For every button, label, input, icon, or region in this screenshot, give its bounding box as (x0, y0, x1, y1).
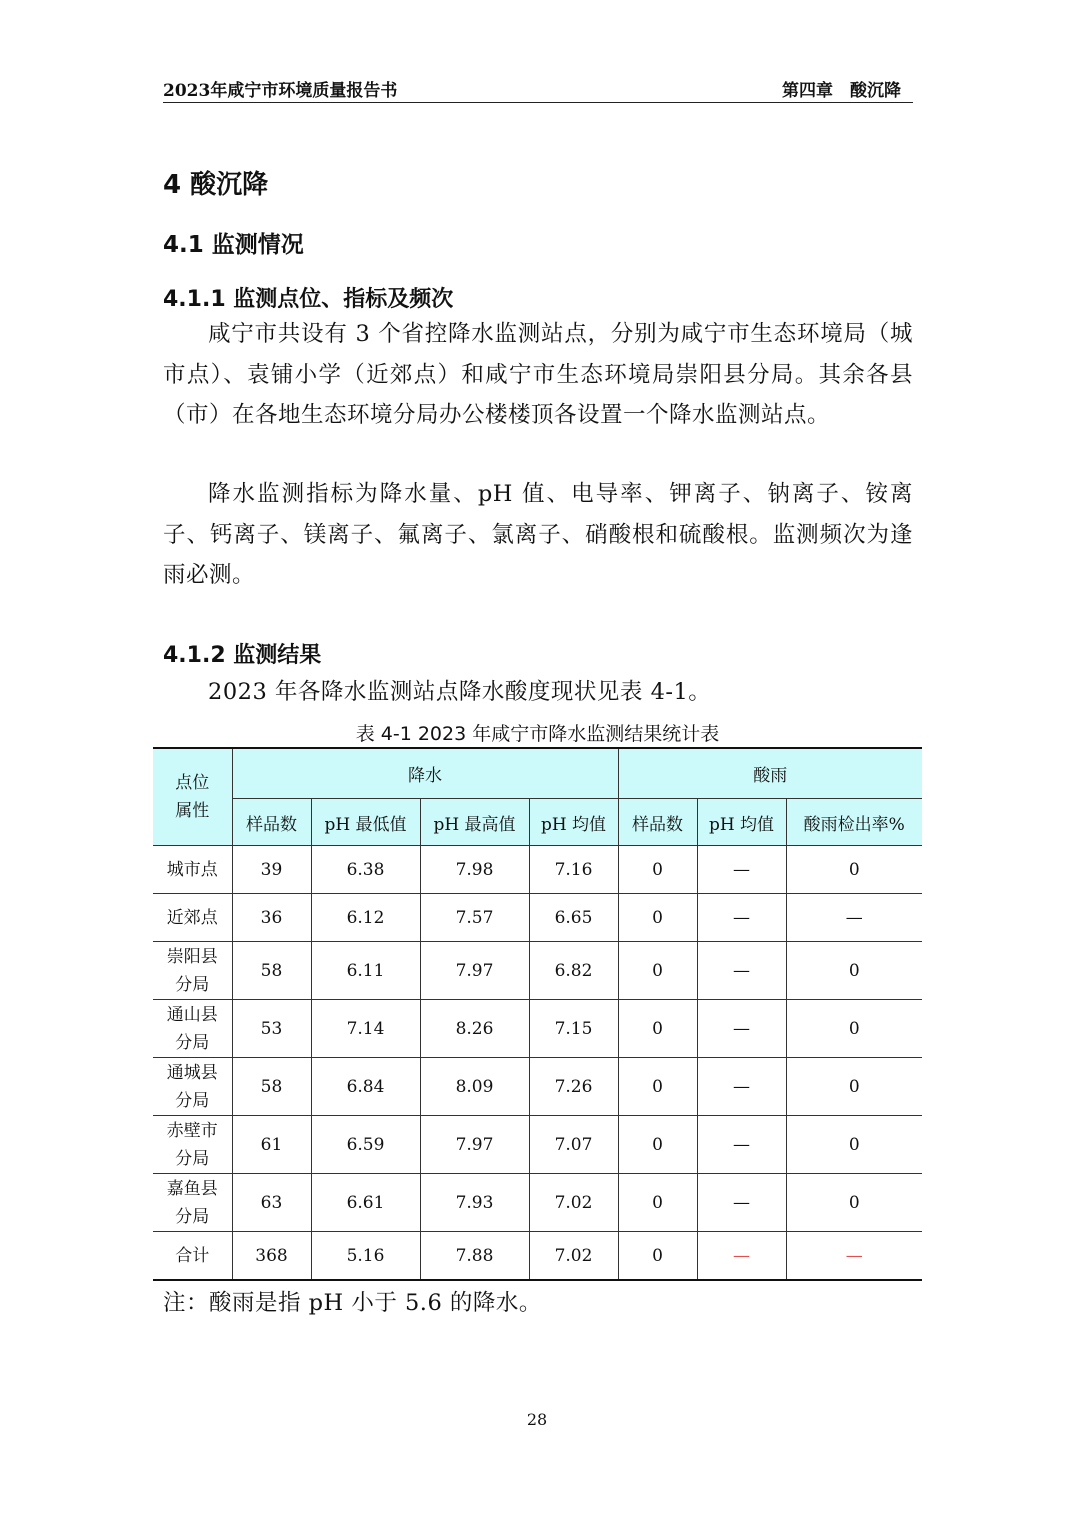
table-cell: 7.02 (529, 1232, 618, 1281)
chapter-heading: 4 酸沉降 (163, 170, 269, 200)
table-cell: 63 (232, 1174, 311, 1232)
table-cell: — (786, 894, 922, 942)
table-cell: 7.15 (529, 1000, 618, 1058)
site-name-line: 分局 (175, 974, 210, 995)
subsection-heading-2: 4.1.2 监测结果 (163, 643, 322, 668)
table-cell: — (697, 894, 786, 942)
table-cell: 7.93 (420, 1174, 529, 1232)
table-cell: 0 (618, 1116, 697, 1174)
table-cell: 36 (232, 894, 311, 942)
column-header: pH 最低值 (311, 799, 420, 846)
table-cell: 6.61 (311, 1174, 420, 1232)
table-cell: 6.82 (529, 942, 618, 1000)
table-cell: 0 (786, 1116, 922, 1174)
table-cell: 7.16 (529, 846, 618, 894)
paragraph-monitoring-sites: 咸宁市共设有 3 个省控降水监测站点，分别为咸宁市生态环境局（城市点）、袁铺小学（近郊点）和咸宁市生态环境局崇阳县分局。其余各县（市）在各地生态环境分局办公楼楼顶各设置一个降水监测站点。 (163, 321, 913, 428)
table-cell: 368 (232, 1232, 311, 1281)
table-row (153, 1174, 922, 1232)
table-cell: 0 (618, 1174, 697, 1232)
table-cell: 6.84 (311, 1058, 420, 1116)
paragraph-results-intro: 2023 年各降水监测站点降水酸度现状见表 4-1。 (208, 679, 712, 705)
table-cell: 7.98 (420, 846, 529, 894)
table-cell: 0 (618, 846, 697, 894)
table-cell: 7.14 (311, 1000, 420, 1058)
table-cell: 0 (786, 942, 922, 1000)
table-cell: 61 (232, 1116, 311, 1174)
site-name-line: 赤壁市 (166, 1120, 218, 1141)
table-subheader-row (153, 799, 922, 846)
table-cell: 7.97 (420, 942, 529, 1000)
precipitation-results-table (153, 747, 922, 1281)
table-cell: 0 (618, 1000, 697, 1058)
table-row (153, 894, 922, 942)
table-cell: — (697, 1000, 786, 1058)
site-header-cell (153, 748, 232, 846)
site-name-line: 合计 (175, 1245, 210, 1266)
table-cell: 7.97 (420, 1116, 529, 1174)
site-cell (153, 1232, 232, 1281)
column-header: 酸雨检出率% (786, 799, 922, 846)
table-cell: — (786, 1232, 922, 1281)
table-row (153, 1000, 922, 1058)
table-cell: — (697, 1174, 786, 1232)
table-cell: 7.07 (529, 1116, 618, 1174)
site-cell (153, 1116, 232, 1174)
table-cell: 0 (618, 894, 697, 942)
table-note: 注：酸雨是指 pH 小于 5.6 的降水。 (163, 1290, 542, 1316)
table-cell: 6.12 (311, 894, 420, 942)
table-cell: 8.26 (420, 1000, 529, 1058)
column-header: 样品数 (232, 799, 311, 846)
site-cell (153, 942, 232, 1000)
table-cell: 58 (232, 942, 311, 1000)
table-cell: — (697, 1232, 786, 1281)
table-cell: 6.65 (529, 894, 618, 942)
table-cell: 0 (618, 1232, 697, 1281)
table-cell: 6.38 (311, 846, 420, 894)
table-cell: 8.09 (420, 1058, 529, 1116)
site-name-line: 崇阳县 (166, 946, 218, 967)
table-cell: 5.16 (311, 1232, 420, 1281)
site-name-line: 通城县 (166, 1062, 218, 1083)
site-name-line: 通山县 (166, 1004, 218, 1025)
table-row (153, 1058, 922, 1116)
header-report-title: 2023年咸宁市环境质量报告书 (163, 81, 398, 101)
table-cell: 53 (232, 1000, 311, 1058)
subsection-heading-1: 4.1.1 监测点位、指标及频次 (163, 287, 454, 312)
table-cell: 7.02 (529, 1174, 618, 1232)
site-name-line: 分局 (175, 1206, 210, 1227)
table-row (153, 846, 922, 894)
site-cell (153, 894, 232, 942)
acid-rain-group-header: 酸雨 (618, 748, 922, 799)
table-cell: 0 (618, 1058, 697, 1116)
table-cell: 7.57 (420, 894, 529, 942)
section-heading: 4.1 监测情况 (163, 232, 304, 258)
site-cell (153, 846, 232, 894)
site-header-line: 点位 (175, 773, 210, 793)
table-cell: 0 (786, 1058, 922, 1116)
table-cell: 58 (232, 1058, 311, 1116)
column-header: pH 均值 (697, 799, 786, 846)
table-cell: — (697, 1058, 786, 1116)
site-cell (153, 1000, 232, 1058)
page-number: 28 (526, 1410, 548, 1429)
site-cell (153, 1058, 232, 1116)
site-name-line: 分局 (175, 1148, 210, 1169)
table-header-row (153, 748, 922, 799)
table-caption: 表 4-1 2023 年咸宁市降水监测结果统计表 (355, 723, 720, 745)
table-cell: 6.59 (311, 1116, 420, 1174)
site-name-line: 近郊点 (166, 907, 218, 928)
column-header: pH 最高值 (420, 799, 529, 846)
site-cell (153, 1174, 232, 1232)
site-name-line: 嘉鱼县 (166, 1178, 218, 1199)
table-cell: 0 (786, 846, 922, 894)
table-cell: 7.26 (529, 1058, 618, 1116)
site-header-line: 属性 (175, 801, 210, 821)
table-cell: 6.11 (311, 942, 420, 1000)
table-cell: — (697, 846, 786, 894)
table-cell: 0 (786, 1174, 922, 1232)
table-cell: 7.88 (420, 1232, 529, 1281)
header-chapter-title: 第四章 酸沉降 (782, 81, 901, 101)
table-row (153, 1116, 922, 1174)
table-row (153, 1232, 922, 1281)
table-cell: 0 (618, 942, 697, 1000)
table-cell: 39 (232, 846, 311, 894)
column-header: 样品数 (618, 799, 697, 846)
table-cell: 0 (786, 1000, 922, 1058)
column-header: pH 均值 (529, 799, 618, 846)
site-name-line: 分局 (175, 1032, 210, 1053)
paragraph-monitoring-indicators: 降水监测指标为降水量、pH 值、电导率、钾离子、钠离子、铵离子、钙离子、镁离子、氟离子、氯离子、硝酸根和硫酸根。监测频次为逢雨必测。 (163, 481, 913, 588)
table-cell: — (697, 942, 786, 1000)
table-cell: — (697, 1116, 786, 1174)
running-header (163, 76, 913, 103)
precipitation-group-header: 降水 (232, 748, 618, 799)
site-name-line: 城市点 (166, 859, 218, 880)
site-name-line: 分局 (175, 1090, 210, 1111)
table-row (153, 942, 922, 1000)
